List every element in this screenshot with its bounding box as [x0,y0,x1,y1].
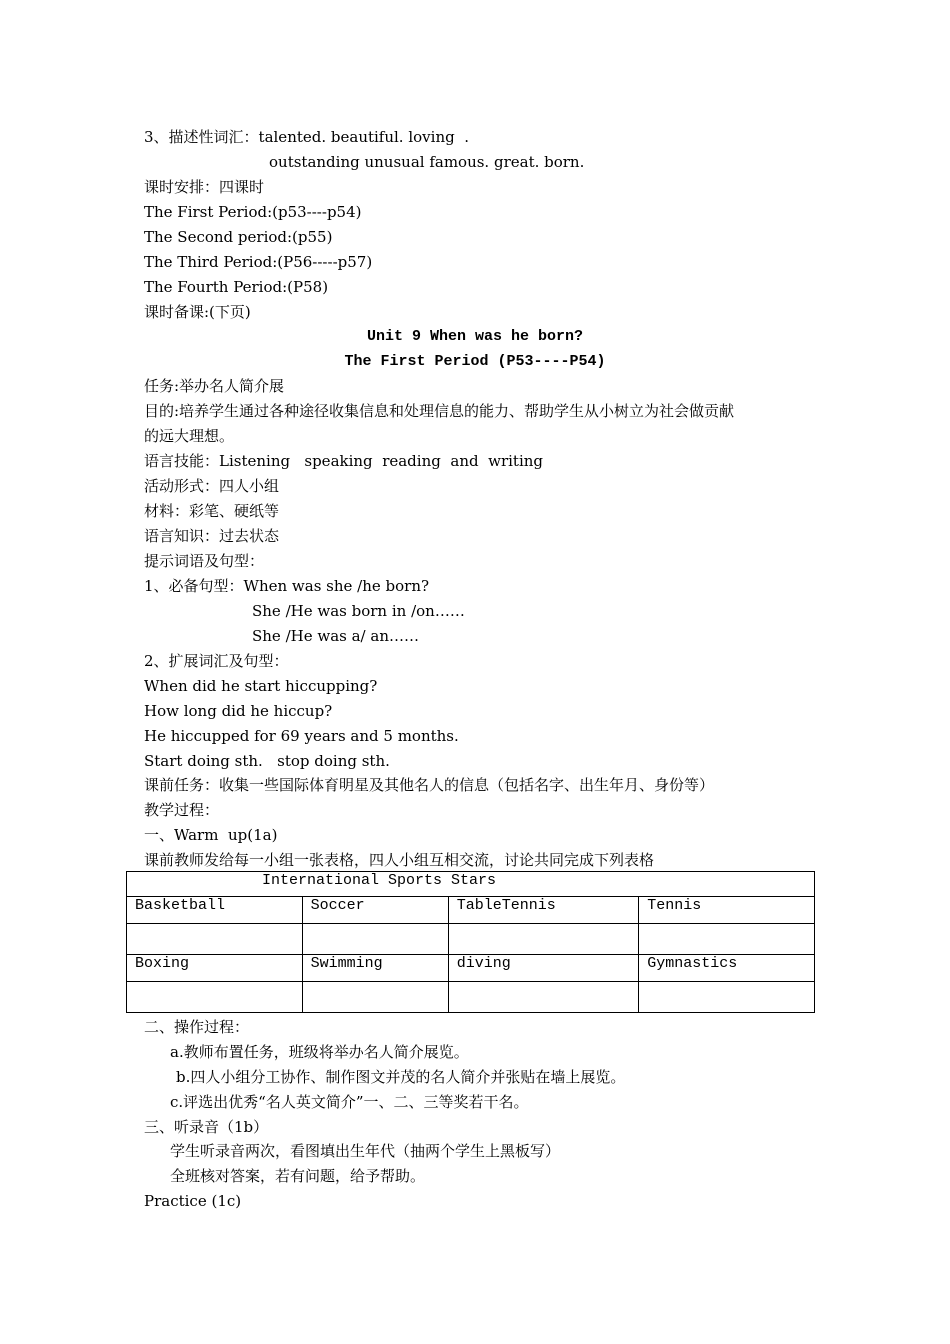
text-line: a.教师布置任务，班级将举办名人简介展览。 [170,1043,469,1061]
text-line: 1、必备句型：When was she /he born? [144,577,430,595]
text-line: When did he start hiccupping? [144,677,378,695]
text-line: How long did he hiccup? [144,702,333,720]
table-cell: Swimming [302,955,448,982]
text-line: 材料：彩笔、硬纸等 [144,502,280,520]
text-line: 语言知识：过去状态 [144,527,280,545]
table-cell [639,982,815,1013]
text-line: The First Period:(p53----p54) [144,203,362,221]
text-line: 课时备课:(下页) [144,303,251,321]
text-line: 全班核对答案，若有问题，给予帮助。 [170,1167,426,1185]
table-cell: Soccer [302,897,448,924]
text-line: 学生听录音两次，看图填出生年代（抽两个学生上黑板写） [170,1142,561,1160]
text-line: She /He was born in /on…… [252,602,465,620]
text-line: 活动形式：四人小组 [144,477,280,495]
text-line: 2、扩展词汇及句型： [144,652,289,670]
text-line: The Fourth Period:(P58) [144,278,329,296]
table-cell: Tennis [639,897,815,924]
text-line: 二、操作过程： [144,1018,250,1036]
table-cell [639,924,815,955]
text-line: Start doing sth. stop doing sth. [144,752,390,770]
unit-title: Unit 9 When was he born? [366,328,584,345]
table-cell [448,924,638,955]
text-line: He hiccupped for 69 years and 5 months. [144,727,459,745]
text-line: b.四人小组分工协作、制作图文并茂的名人简介并张贴在墙上展览。 [176,1068,626,1086]
text-line: Practice (1c) [144,1192,242,1210]
table-row [127,897,815,924]
text-line: 3、描述性词汇：talented. beautiful. loving . [144,128,470,146]
text-line: 的远大理想。 [144,427,235,445]
period-title: The First Period (P53----P54) [344,353,606,370]
table-cell: Gymnastics [639,955,815,982]
text-line: 三、听录音（1b） [144,1118,269,1136]
table-cell [448,982,638,1013]
table-cell [127,924,303,955]
text-line: She /He was a/ an…… [252,627,419,645]
text-line: c.评选出优秀“名人英文简介”一、二、三等奖若干名。 [170,1093,529,1111]
text-line: 课时安排：四课时 [144,178,265,196]
table-cell [302,924,448,955]
text-line: 一、Warm up(1a) [144,826,278,844]
table-cell: Boxing [127,955,303,982]
table-cell [127,982,303,1013]
text-line: 教学过程： [144,801,220,819]
text-line: 目的:培养学生通过各种途径收集信息和处理信息的能力、帮助学生从小树立为社会做贡献 [144,402,735,420]
table-cell: Basketball [127,897,303,924]
text-line: 课前任务：收集一些国际体育明星及其他名人的信息（包括名字、出生年月、身份等） [144,776,715,794]
table-row [127,955,815,982]
table-cell [302,982,448,1013]
table-cell: diving [448,955,638,982]
text-line: The Third Period:(P56-----p57) [144,253,373,271]
sports-stars-table [126,871,815,1013]
text-line: The Second period:(p55) [144,228,333,246]
table-cell: TableTennis [448,897,638,924]
text-line: 提示词语及句型： [144,552,265,570]
text-line: 课前教师发给每一小组一张表格，四人小组互相交流，讨论共同完成下列表格 [144,851,655,869]
text-line: 任务:举办名人简介展 [144,377,285,395]
table-row [127,924,815,955]
text-line: outstanding unusual famous. great. born. [269,153,585,171]
table-title: International Sports Stars [127,872,815,897]
table-row [127,982,815,1013]
table-row [127,872,815,897]
text-line: 语言技能：Listening speaking reading and writing [144,452,544,470]
